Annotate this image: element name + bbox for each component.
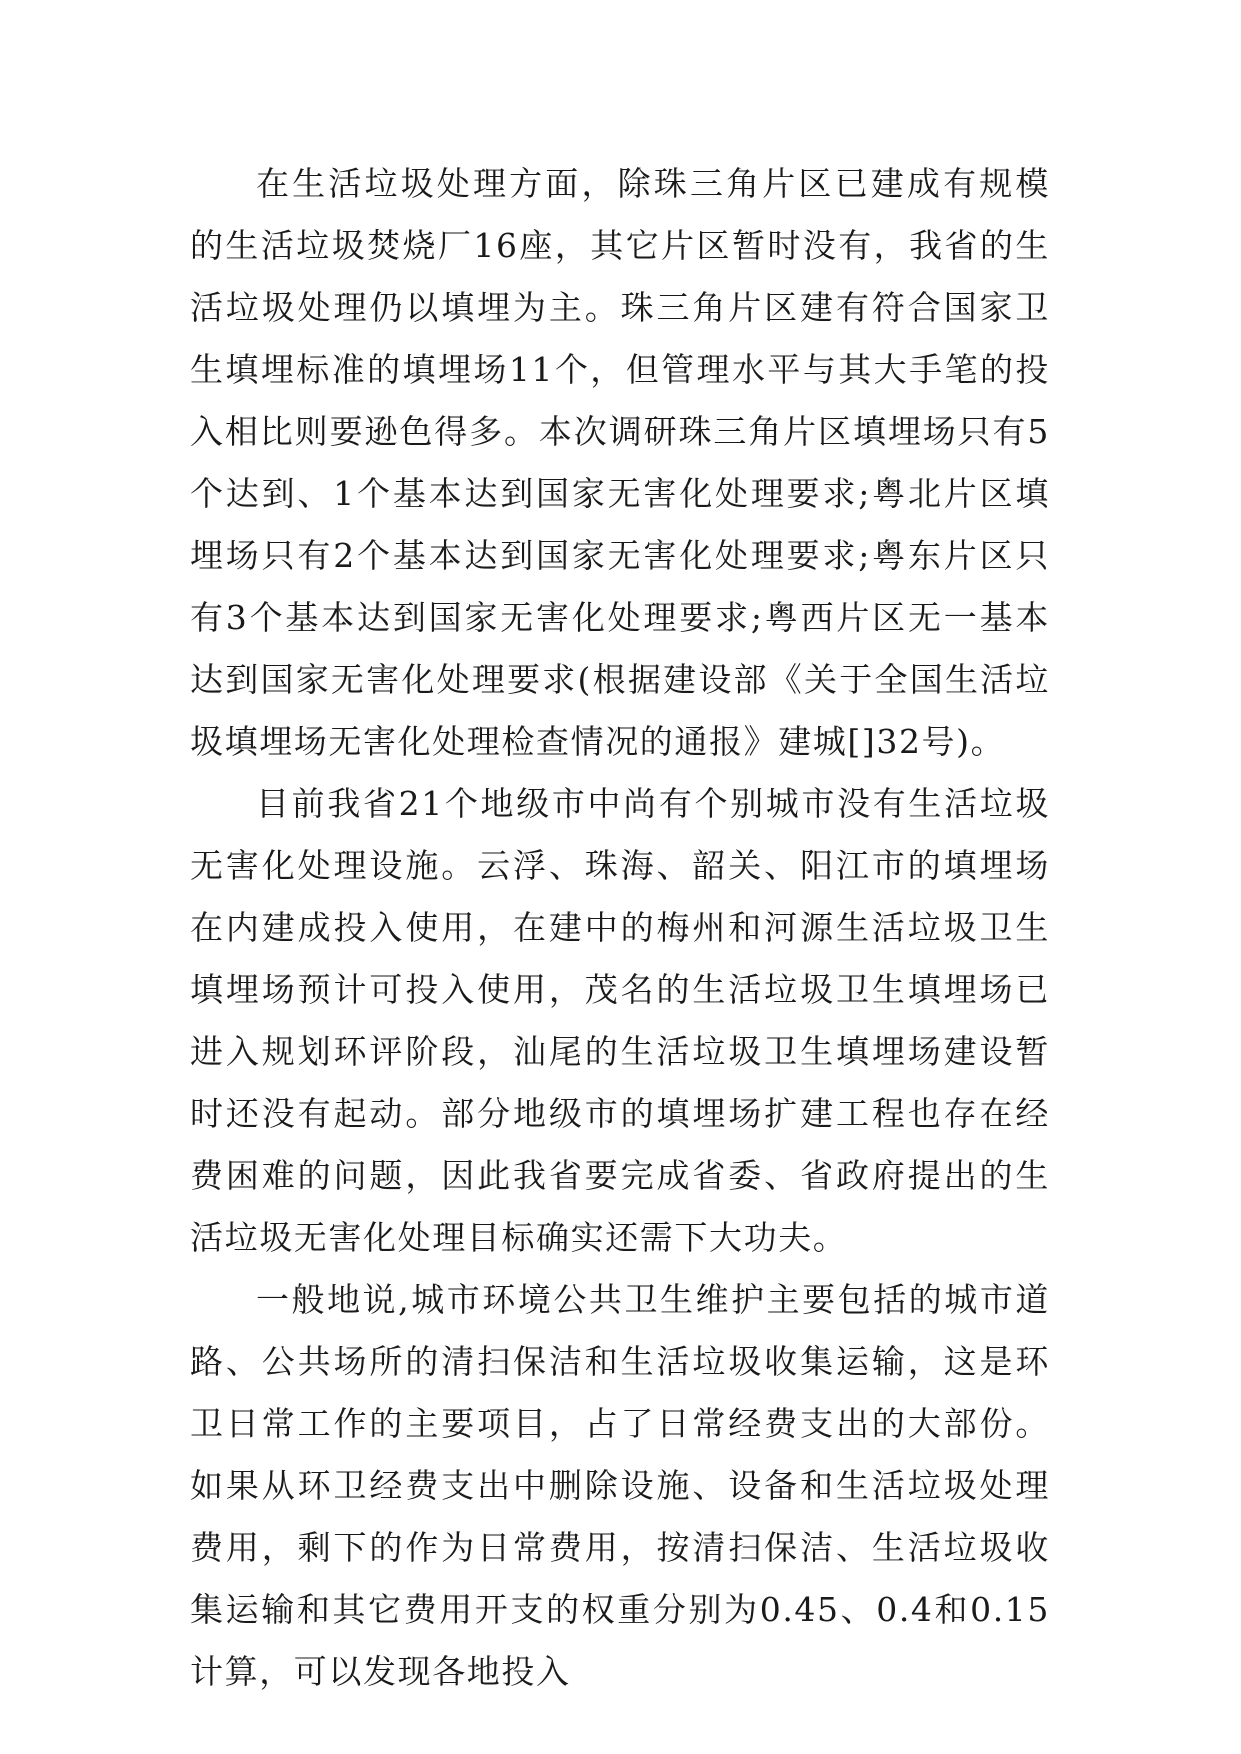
paragraph-harmless-facilities: 目前我省21个地级市中尚有个别城市没有生活垃圾无害化处理设施。云浮、珠海、韶关、阳江市的填埋场在内建成投入使用，在建中的梅州和河源生活垃圾卫生填埋场预计可投入使用，茂名的生活垃圾卫生填埋场已进入规划环评阶段，汕尾的生活垃圾卫生填埋场建设暂时还没有起动。部分地级市的填埋场扩建工程也存在经费困难的问题，因此我省要完成省委、省政府提出的生活垃圾无害化处理目标确实还需下大功夫。 [190,784,1050,1257]
paragraph-sanitation-costs: 一般地说,城市环境公共卫生维护主要包括的城市道路、公共场所的清扫保洁和生活垃圾收集运输，这是环卫日常工作的主要项目，占了日常经费支出的大部份。如果从环卫经费支出中删除设施、设备和生活垃圾处理费用，剩下的作为日常费用，按清扫保洁、生活垃圾收集运输和其它费用开支的权重分别为0.45、0.4和0.15计算，可以发现各地投入 [190,1280,1050,1691]
paragraph-waste-treatment: 在生活垃圾处理方面，除珠三角片区已建成有规模的生活垃圾焚烧厂16座，其它片区暂时没有，我省的生活垃圾处理仍以填埋为主。珠三角片区建有符合国家卫生填埋标准的填埋场11个，但管理水平与其大手笔的投入相比则要逊色得多。本次调研珠三角片区填埋场只有5个达到、1个基本达到国家无害化处理要求;粤北片区填埋场只有2个基本达到国家无害化处理要求;粤东片区只有3个基本达到国家无害化处理要求;粤西片区无一基本达到国家无害化处理要求(根据建设部《关于全国生活垃圾填埋场无害化处理检查情况的通报》建城[]32号)。 [190,164,1050,761]
document-body [190,153,1050,1703]
